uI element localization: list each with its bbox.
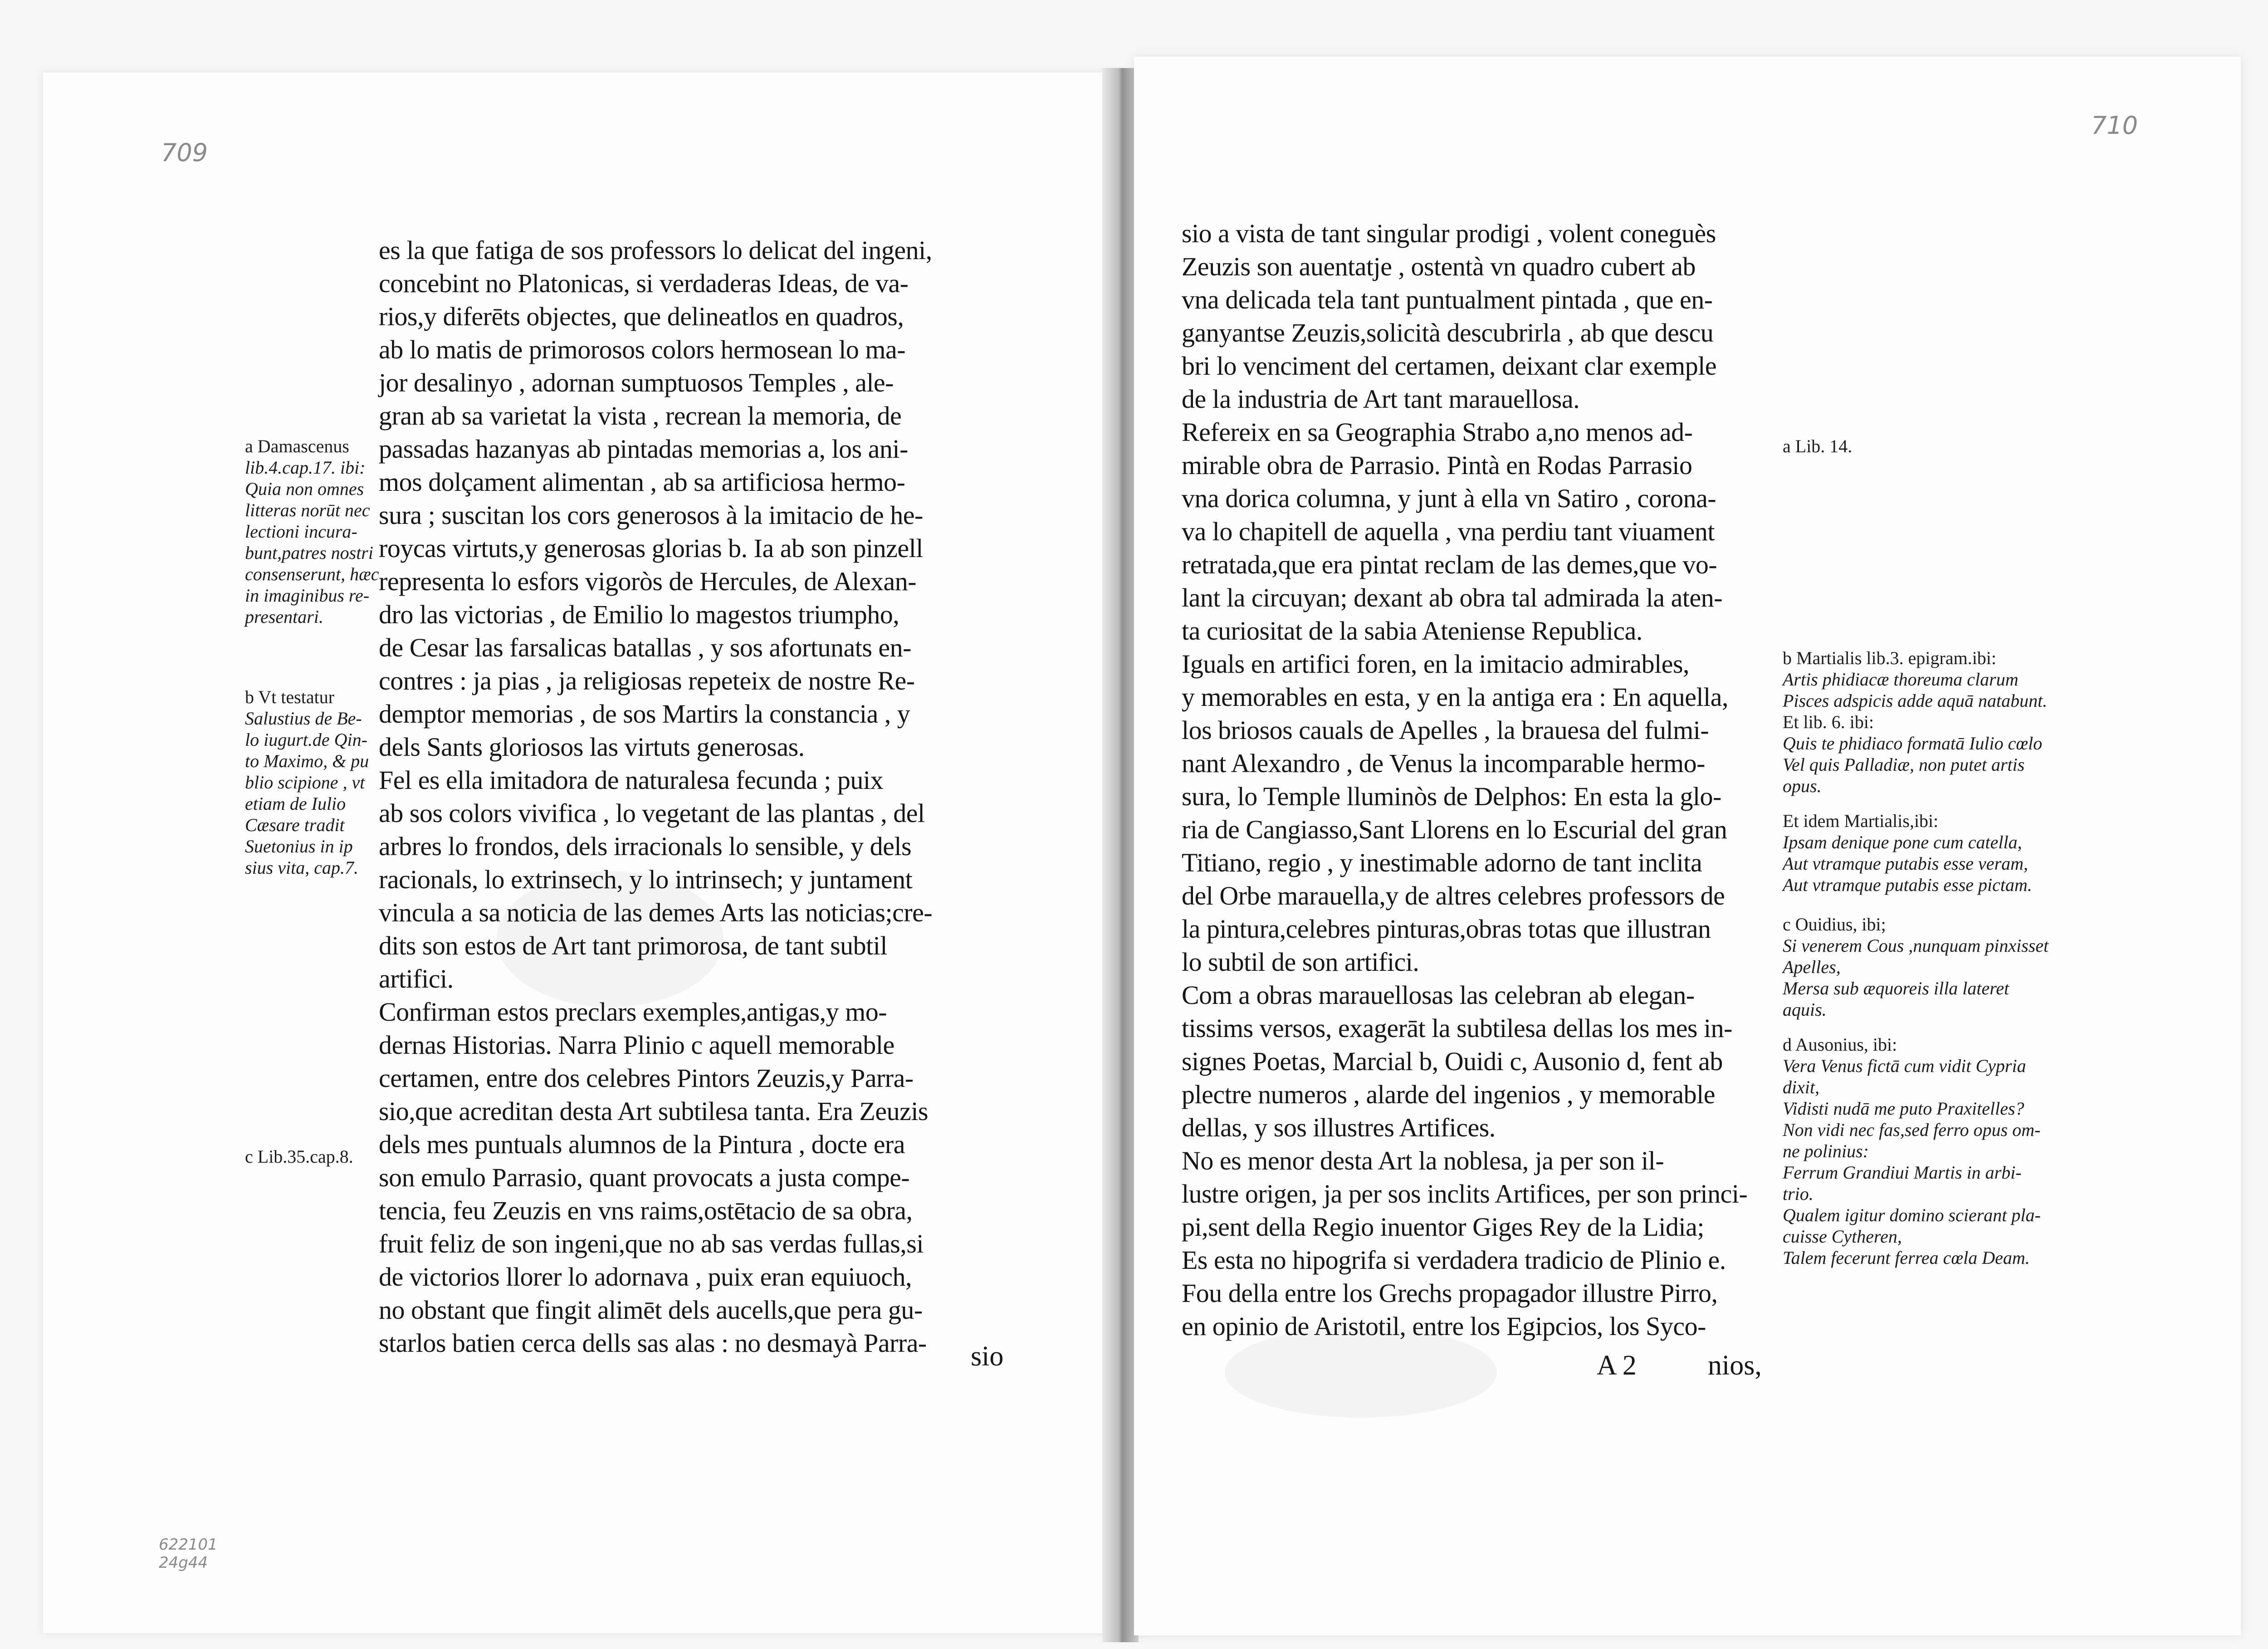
- marginal-note-line: opus.: [1783, 776, 1822, 796]
- text-line: lant la circuyan; dexant ab obra tal admirada la aten-: [1182, 583, 1723, 612]
- marginal-note-line: cuisse Cytheren,: [1783, 1226, 1902, 1247]
- text-line: mirable obra de Parrasio. Pintà en Rodas Parrasio: [1182, 450, 1692, 480]
- text-line: Refereix en sa Geographia Strabo a,no menos ad-: [1182, 417, 1693, 447]
- text-line: passadas hazanyas ab pintadas memorias a, los ani-: [379, 434, 908, 464]
- text-line: Com a obras marauellosas las celebran ab elegan-: [1182, 980, 1695, 1010]
- marginal-note: [245, 686, 381, 878]
- text-line: y memorables en esta, y en la antiga era : En aquella,: [1182, 682, 1728, 712]
- text-line: va lo chapitell de aquella , vna perdiu tant viuament: [1182, 517, 1715, 546]
- text-line: sura ; suscitan los cors generosos à la imitacio de he-: [379, 500, 923, 530]
- marginal-note-line: a Damascenus: [245, 436, 349, 456]
- marginal-note: [1783, 810, 2227, 895]
- marginal-note-line: lib.4.cap.17. ibi:: [245, 457, 366, 478]
- text-line: pi,sent della Regio inuentor Giges Rey de la Lidia;: [1182, 1212, 1704, 1242]
- left-margin-notes: [245, 435, 381, 1167]
- marginal-note-line: aquis.: [1783, 999, 1827, 1020]
- marginal-note-line: consenserunt, hæc: [245, 564, 379, 584]
- marginal-note-line: dixit,: [1783, 1077, 1820, 1097]
- marginal-note-line: Quis te phidiaco formatā Iulio cœlo: [1783, 733, 2043, 754]
- shelfmark-line-2: 24g44: [159, 1554, 208, 1572]
- marginal-note-line: d Ausonius, ibi:: [1783, 1034, 1897, 1055]
- marginal-note: [1783, 914, 2227, 1020]
- text-line: retratada,que era pintat reclam de las demes,que vo-: [1182, 550, 1717, 579]
- marginal-note-line: Ferrum Grandiui Martis in arbi-: [1783, 1162, 2022, 1183]
- marginal-note: [1783, 647, 2227, 797]
- text-line: signes Poetas, Marcial b, Ouidi c, Ausonio d, fent ab: [1182, 1047, 1723, 1076]
- marginal-note: [1783, 435, 2227, 457]
- marginal-note-line: etiam de Iulio: [245, 793, 346, 814]
- marginal-note-line: Non vidi nec fas,sed ferro opus om-: [1783, 1120, 2041, 1140]
- marginal-note-line: ne polinius:: [1783, 1141, 1869, 1161]
- text-line: vincula a sa noticia de las demes Arts las noticias;cre-: [379, 898, 933, 927]
- book-gutter: [1102, 68, 1139, 1642]
- marginal-note: [245, 1146, 381, 1167]
- marginal-note-line: lectioni incura-: [245, 521, 357, 542]
- right-body-text: [1182, 217, 1817, 1343]
- marginal-note-line: bunt,patres nostri: [245, 543, 373, 563]
- text-line: nant Alexandro , de Venus la incomparable hermo-: [1182, 749, 1705, 778]
- text-line: de victorios llorer lo adornava , puix eran equiuoch,: [379, 1262, 912, 1292]
- marginal-note-line: Aut vtramque putabis esse veram,: [1783, 853, 2028, 874]
- shelfmark: [159, 1536, 218, 1572]
- text-line: lo subtil de son artifici.: [1182, 947, 1419, 977]
- marginal-note-line: Aut vtramque putabis esse pictam.: [1783, 875, 2032, 895]
- right-margin-notes: [1783, 435, 2227, 1268]
- marginal-note-line: Et idem Martialis,ibi:: [1783, 811, 1939, 831]
- marginal-note-line: trio.: [1783, 1184, 1813, 1204]
- marginal-note-line: Ipsam denique pone cum catella,: [1783, 832, 2022, 852]
- text-line: del Orbe marauella,y de altres celebres professors de: [1182, 881, 1725, 910]
- text-line: racionals, lo extrinsech, y lo intrinsech; y juntament: [379, 865, 913, 894]
- marginal-note-line: Suetonius in ip: [245, 836, 353, 856]
- marginal-note-line: in imaginibus re-: [245, 585, 370, 606]
- marginal-note-line: Pisces adspicis adde aquā natabunt.: [1783, 690, 2048, 711]
- text-line: Es esta no hipogrifa si verdadera tradicio de Plinio e.: [1182, 1245, 1726, 1275]
- text-line: dro las victorias , de Emilio lo magestos triumpho,: [379, 600, 899, 629]
- text-line: tencia, feu Zeuzis en vns raims,ostētacio de sa obra,: [379, 1196, 913, 1225]
- text-line: demptor memorias , de sos Martirs la constancia , y: [379, 699, 910, 729]
- signature-mark: A 2: [1597, 1350, 1637, 1381]
- text-line: plectre numeros , alarde del ingenios , y memorable: [1182, 1080, 1715, 1109]
- text-line: ab lo matis de primorosos colors hermosean lo ma-: [379, 335, 906, 364]
- marginal-note-line: b Vt testatur: [245, 687, 335, 707]
- text-line: roycas virtuts,y generosas glorias b. Ia ab son pinzell: [379, 533, 923, 563]
- marginal-note: [1783, 1034, 2227, 1268]
- left-body-text: [379, 234, 1027, 1360]
- marginal-note-line: presentari.: [245, 607, 323, 627]
- text-line: Titiano, regio , y inestimable adorno de tant inclita: [1182, 848, 1702, 877]
- shelfmark-line-1: 622101: [159, 1536, 218, 1554]
- text-line: son emulo Parrasio, quant provocats a justa compe-: [379, 1163, 910, 1192]
- marginal-note-line: blio scipione , vt: [245, 772, 365, 793]
- text-line: jor desalinyo , adornan sumptuosos Temples , ale-: [379, 368, 894, 397]
- text-line: gran ab sa varietat la vista , recrean la memoria, de: [379, 401, 902, 431]
- marginal-note-line: Quia non omnes: [245, 479, 364, 499]
- text-line: Zeuzis son auentatje , ostentà vn quadro cubert ab: [1182, 252, 1696, 281]
- marginal-note-line: a Lib. 14.: [1783, 436, 1853, 456]
- text-line: rios,y diferēts objectes, que delineatlos en quadros,: [379, 302, 904, 331]
- right-catchword: nios,: [1708, 1350, 1762, 1381]
- text-line: Fel es ella imitadora de naturalesa fecunda ; puix: [379, 765, 884, 795]
- folio-number-right: 710: [2091, 111, 2138, 140]
- text-line: fruit feliz de son ingeni,que no ab sas verdas fullas,si: [379, 1229, 924, 1258]
- text-line: sio a vista de tant singular prodigi , volent coneguès: [1182, 219, 1716, 248]
- marginal-note-line: c Lib.35.cap.8.: [245, 1146, 353, 1167]
- text-line: certamen, entre dos celebres Pintors Zeuzis,y Parra-: [379, 1063, 914, 1093]
- marginal-note-line: b Martialis lib.3. epigram.ibi:: [1783, 648, 1997, 668]
- text-line: de la industria de Art tant marauellosa.: [1182, 384, 1580, 414]
- text-line: dels Sants gloriosos las virtuts generosas.: [379, 732, 805, 762]
- marginal-note-line: litteras norūt nec: [245, 500, 370, 520]
- text-line: vna dorica columna, y junt à ella vn Satiro , corona-: [1182, 484, 1716, 513]
- text-line: dels mes puntuals alumnos de la Pintura , docte era: [379, 1130, 905, 1159]
- marginal-note-line: Salustius de Be-: [245, 708, 362, 729]
- marginal-note-line: Vel quis Palladiæ, non putet artis: [1783, 754, 2025, 775]
- text-line: tissims versos, exagerāt la subtilesa dellas los mes in-: [1182, 1013, 1732, 1043]
- text-line: sura, lo Temple lluminòs de Delphos: En esta la glo-: [1182, 782, 1721, 811]
- left-catchword: sio: [971, 1341, 1004, 1372]
- text-line: Fou della entre los Grechs propagador illustre Pirro,: [1182, 1278, 1718, 1308]
- text-line: bri lo venciment del certamen, deixant clar exemple: [1182, 351, 1717, 381]
- marginal-note-line: Et lib. 6. ibi:: [1783, 712, 1874, 732]
- marginal-note-line: Cæsare tradit: [245, 815, 345, 835]
- text-line: lustre origen, ja per sos inclits Artifices, per son princi-: [1182, 1179, 1748, 1209]
- text-line: la pintura,celebres pinturas,obras totas que illustran: [1182, 914, 1711, 944]
- text-line: arbres lo frondos, dels irracionals lo sensible, y dels: [379, 832, 912, 861]
- text-line: ria de Cangiasso,Sant Llorens en lo Escurial del gran: [1182, 815, 1727, 844]
- text-line: sio,que acreditan desta Art subtilesa tanta. Era Zeuzis: [379, 1096, 929, 1126]
- text-line: no obstant que fingit alimēt dels aucells,que pera gu-: [379, 1295, 923, 1325]
- text-line: vna delicada tela tant puntualment pintada , que en-: [1182, 285, 1713, 314]
- marginal-note-line: c Ouidius, ibi;: [1783, 914, 1886, 935]
- marginal-note-line: Apelles,: [1783, 957, 1841, 977]
- text-line: Iguals en artifici foren, en la imitacio admirables,: [1182, 649, 1690, 679]
- text-line: dits son estos de Art tant primorosa, de tant subtil: [379, 931, 888, 960]
- text-line: ganyantse Zeuzis,solicità descubrirla , ab que descu: [1182, 318, 1714, 347]
- text-line: No es menor desta Art la noblesa, ja per son il-: [1182, 1146, 1664, 1175]
- text-line: dellas, y sos illustres Artifices.: [1182, 1113, 1496, 1142]
- text-line: ta curiositat de la sabia Ateniense Republica.: [1182, 616, 1642, 646]
- marginal-note-line: Si venerem Cous ,nunquam pinxisset: [1783, 935, 2049, 956]
- marginal-note-line: Vidisti nudā me puto Praxitelles?: [1783, 1098, 2024, 1119]
- folio-number-left: 709: [161, 138, 208, 167]
- text-line: ab sos colors vivifica , lo vegetant de las plantas , del: [379, 798, 925, 828]
- text-line: dernas Historias. Narra Plinio c aquell memorable: [379, 1030, 894, 1060]
- text-line: starlos batien cerca dells sas alas : no desmayà Parra-: [379, 1328, 927, 1358]
- text-line: concebint no Platonicas, si verdaderas Ideas, de va-: [379, 269, 909, 298]
- text-line: es la que fatiga de sos professors lo delicat del ingeni,: [379, 235, 932, 265]
- marginal-note-line: Artis phidiacæ thoreuma clarum: [1783, 669, 2019, 690]
- text-line: contres : ja pias , ja religiosas repeteix de nostre Re-: [379, 666, 915, 695]
- text-line: los briosos cauals de Apelles , la brauesa del fulmi-: [1182, 715, 1709, 745]
- text-line: Confirman estos preclars exemples,antigas,y mo-: [379, 997, 887, 1027]
- marginal-note-line: Vera Venus fictā cum vidit Cypria: [1783, 1056, 2026, 1076]
- text-line: representa lo esfors vigoròs de Hercules, de Alexan-: [379, 567, 917, 596]
- marginal-note-line: Talem fecerunt ferrea cœla Deam.: [1783, 1248, 2030, 1268]
- text-line: en opinio de Aristotil, entre los Egipcios, los Syco-: [1182, 1311, 1706, 1341]
- text-line: artifici.: [379, 964, 454, 993]
- marginal-note-line: Qualem igitur domino scierant pla-: [1783, 1205, 2041, 1225]
- text-line: de Cesar las farsalicas batallas , y sos afortunats en-: [379, 633, 911, 662]
- marginal-note: [245, 435, 381, 627]
- text-line: mos dolçament alimentan , ab sa artificiosa hermo-: [379, 467, 905, 497]
- marginal-note-line: lo iugurt.de Qin-: [245, 729, 367, 750]
- marginal-note-line: Mersa sub æquoreis illa lateret: [1783, 978, 2009, 998]
- marginal-note-line: to Maximo, & pu: [245, 751, 369, 771]
- marginal-note-line: sius vita, cap.7.: [245, 857, 358, 878]
